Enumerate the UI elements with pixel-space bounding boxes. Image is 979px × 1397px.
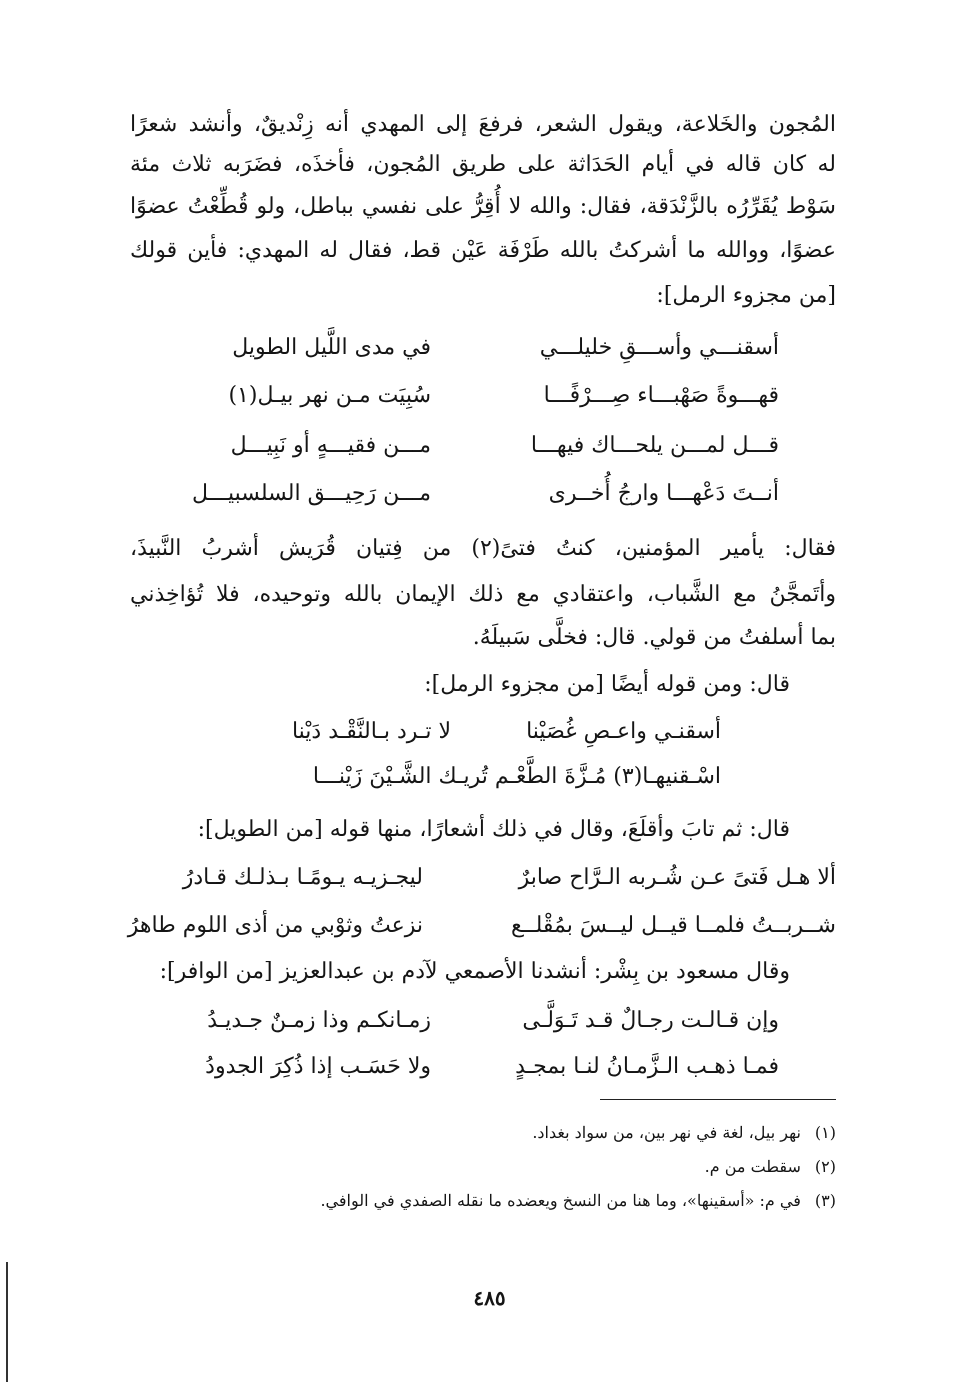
verse-hemistich: لا تـرد بـالنَّقْـد دَيْنا <box>291 719 451 744</box>
verse-hemistich: مـــن فقيـــهٍ أو نَبِيـــل <box>230 433 431 458</box>
verse-hemistich: سُبِيَت مـن نهر بيـل(١) <box>228 383 431 408</box>
text-line: قال: ثم تابَ وأقلَعَ، وقال في ذلك أشعارًا، منها قوله [من الطويل]: <box>197 817 790 842</box>
footnote-separator <box>600 1099 836 1100</box>
footnote <box>705 1156 836 1178</box>
scan-edge-line <box>6 1262 8 1382</box>
verse-hemistich: قـــل لمـــن يلحـــاك فيهـــا <box>530 433 779 458</box>
verse-hemistich: اسْـقنيهـا(٣) مُـزَّةَ الطَّعْـم تُريـك الشَّـيْنَ زَيْنـــا <box>312 764 721 789</box>
text-line: سَوْط يُقَرِّرُه بالزَّنْدَقة، فقال: والله لا أُقِرُّ على نفسي بباطل، ولو قُطِّعْتُ عضوًا <box>130 194 836 219</box>
verse-hemistich: ولا حَسَـب إذا ذُكِرَ الجدودُ <box>205 1054 431 1079</box>
verse-hemistich: شــربــتُ فلمــا قيــل ليــسَ بمُقْلــع <box>510 913 836 938</box>
footnote-text: في م: «أسقينها»، وما هنا من النسخ ويعضده ما نقله الصفدي في الوافي. <box>320 1191 801 1210</box>
text-line: وأتَمجَّنُ مع الشَّباب، واعتقادي مع ذلك الإيمان بالله وتوحيده، فلا تُؤاخِذني <box>130 582 836 607</box>
verse-hemistich: زمـانكـم وذا زمـنٌ جـديـدُ <box>207 1008 431 1033</box>
footnote <box>532 1122 836 1144</box>
verse-hemistich: وإن قـالـت رجـالٌ قـد تَـوَلَّـى <box>522 1008 779 1033</box>
footnote <box>320 1190 836 1212</box>
text-line: قال: ومن قوله أيضًا [من مجزوء الرمل]: <box>424 672 790 697</box>
text-line: عضوًا، ووالله ما أشركتُ بالله طَرْفَة عَيْن قط، فقال له المهدي: فأين قولك <box>130 238 836 263</box>
text-line: بما أسلفتُ من قولي. قال: فخلَّى سَبيلَهُ. <box>472 625 836 650</box>
verse-hemistich: ألا هـل فَتىً عـن شُـربه الـرَّاح صابرٌ <box>518 865 836 890</box>
text-line: فقال: يأمير المؤمنين، كنتُ فتىً(٢) من فِتيان قُرَيش أشربُ النَّبيذَ، <box>130 536 836 561</box>
footnote-text: نهر بيل، لغة في نهر بين، من سواد بغداد. <box>532 1123 801 1142</box>
verse-hemistich: أنــتَ دَعْهـــا وارجُ أُخــرى <box>548 481 779 506</box>
text-line: وقال مسعود بن بِشْر: أنشدنا الأصمعي لآدم بن عبدالعزيز [من الوافر]: <box>159 959 790 984</box>
text-line: له كان قاله في أيام الحَدَاثة على طريق المُجون، فأخذَه، فضَرَبه ثلاث مئة <box>130 152 836 177</box>
verse-hemistich: قهـــوةً صَهْبـــاء صِـــرْفًـــا <box>543 383 779 408</box>
footnote-number: (٣) <box>814 1191 836 1210</box>
verse-hemistich: أسقنـــي وأســـقِ خليلـــي <box>539 335 779 360</box>
verse-hemistich: مـــن رَحِيـــق السلسبيـــل <box>191 481 431 506</box>
text-line: المُجون والخَلاعة، ويقول الشعر، فرفعَ إلى المهدي أنه زِنْديقٌ، وأنشد شعرًا <box>130 112 836 137</box>
verse-hemistich: في مدى اللَّيل الطويل <box>232 335 431 360</box>
verse-hemistich: نزعتُ وثوْبي من أذى اللوم طاهرُ <box>127 913 423 938</box>
verse-hemistich: ليجـزيـه يـومًـا بـذلـك قـادرُ <box>182 865 423 890</box>
page-number: ٤٨٥ <box>473 1286 506 1310</box>
footnote-text: سقطت من م. <box>704 1157 801 1176</box>
verse-hemistich: فمـا ذهـب الـزَّمـانُ لنـا بمجـدٍ <box>515 1054 779 1079</box>
footnote-number: (٢) <box>814 1157 836 1176</box>
verse-hemistich: أسقنـي واعـصِ غُصَيْنا <box>526 719 721 744</box>
text-line: [من مجزوء الرمل]: <box>656 283 836 308</box>
footnote-number: (١) <box>814 1123 836 1142</box>
